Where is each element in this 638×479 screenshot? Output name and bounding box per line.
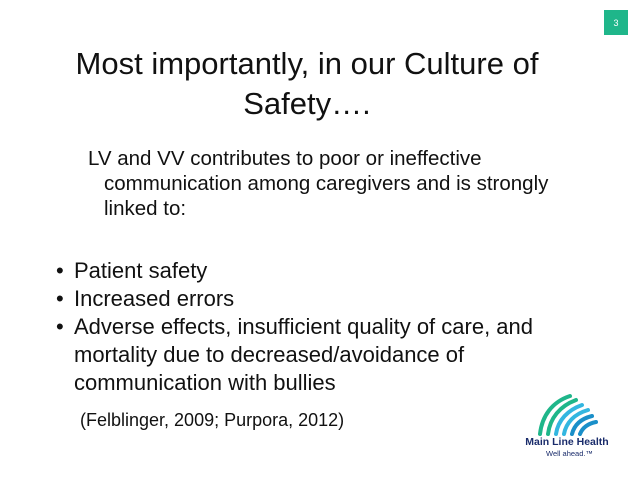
bullet-text: Increased errors — [74, 286, 235, 311]
bullet-item — [56, 313, 576, 397]
intro-text: LV and VV contributes to poor or ineffective communication among caregivers and is strongly linked to: — [88, 147, 549, 220]
page-number: 3 — [613, 17, 619, 28]
bullet-icon: • — [56, 258, 64, 283]
logo-arcs-icon — [512, 388, 622, 436]
bullet-text: Adverse effects, insufficient quality of care, and mortality due to decreased/avoidance of communication with bullies — [74, 314, 534, 395]
page-number-badge — [604, 10, 628, 35]
bullet-icon: • — [56, 314, 64, 339]
bullet-text: Patient safety — [74, 258, 208, 283]
citation: (Felblinger, 2009; Purpora, 2012) — [80, 410, 345, 430]
bullet-list — [56, 257, 576, 397]
bullet-icon: • — [56, 286, 64, 311]
logo-name: Main Line Health — [525, 436, 609, 448]
main-line-health-logo — [512, 388, 622, 460]
bullet-item — [56, 257, 576, 285]
bullet-item — [56, 285, 576, 313]
slide-title: Most importantly, in our Culture of Safety…. — [75, 46, 539, 121]
logo-tagline: Well ahead.™ — [546, 449, 593, 458]
